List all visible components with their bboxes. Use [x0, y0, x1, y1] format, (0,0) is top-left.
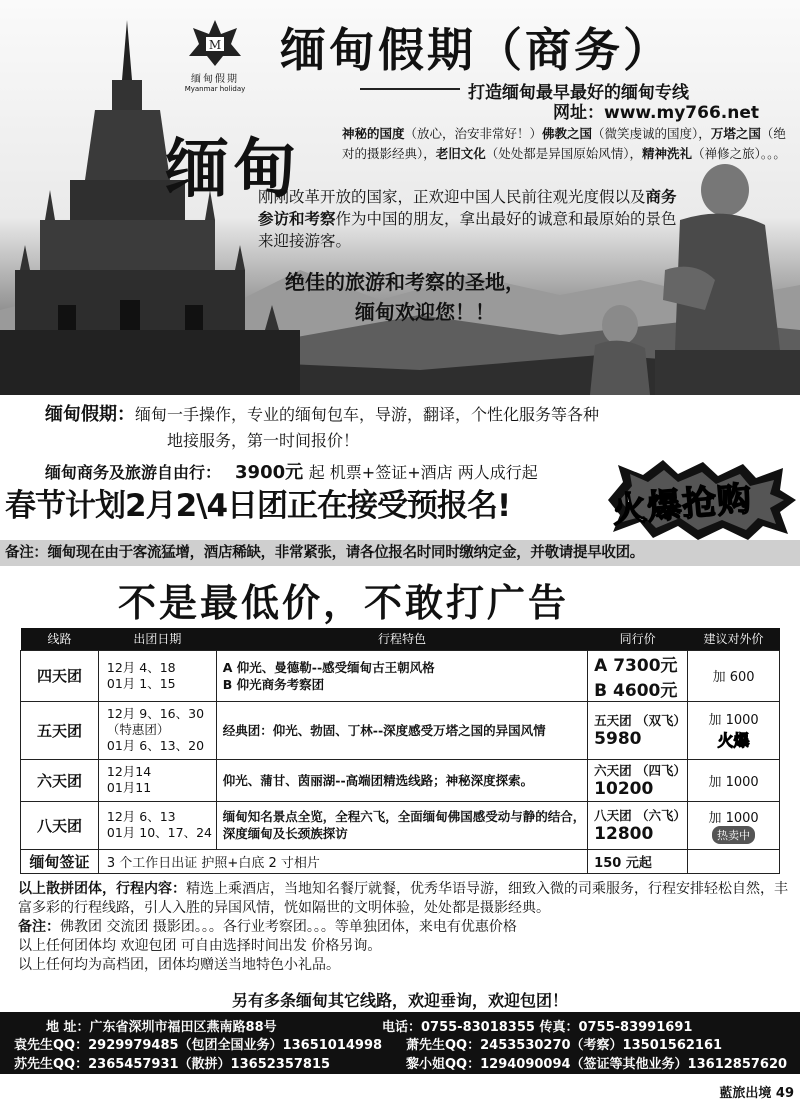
hot-sale-text: 火爆抢购: [610, 478, 754, 532]
route-name: 四天团: [21, 650, 99, 701]
contact-su: 苏先生QQ：2365457931（散拼）13652357815: [14, 1057, 331, 1072]
contact-yuan: 袁先生QQ：2929979485（包团全国业务）13651014998: [14, 1038, 383, 1053]
free-travel-price: 缅甸商务及旅游自由行： 3900元 起 机票+签证+酒店 两人成行起: [45, 462, 538, 483]
suggested-price: 加 1000 热卖中: [688, 801, 780, 849]
address-text: 地 址：广东省深圳市福田区燕南路88号: [46, 1020, 277, 1035]
terms-notes: 以上散拼团体，行程内容：精选上乘酒店，当地知名餐厅就餐，优秀华语导游，细致入微的司乘服务，行程安排轻松自然，丰富多彩的行程线路，引人入胜的异国风情，恍如隔世的文明体验，处处都是摄影经典。 备注：佛教团 交流团 摄影团。。。各行业考察团。。。等单独团体，来电有优惠价格 以上任何团体均 欢迎包团 可自由选择时间出发 价格另询。 以上任何均为高档团，团体均赠送当地特色小礼品。: [18, 881, 788, 973]
tour-price-table: [20, 628, 780, 874]
phone-fax-text: 电话：0755-83018355 传真：0755-83991691: [382, 1020, 693, 1035]
tagline-divider: [360, 88, 460, 90]
logo-english-name: Myanmar holiday: [184, 85, 246, 93]
departure-dates: 12月14 01月11: [98, 759, 216, 801]
col-peer-price: 同行价: [588, 628, 688, 650]
table-row: [21, 701, 780, 759]
contact-li: 黎小姐QQ：1294090094（签证等其他业务）13612857620: [406, 1057, 788, 1072]
visa-row: [21, 849, 780, 873]
col-date: 出团日期: [98, 628, 216, 650]
lotus-logo-icon: [187, 18, 243, 68]
slogan-banner: 不是最低价，不敢打广告: [118, 581, 570, 625]
suggested-price: 加 1000 火爆: [688, 701, 780, 759]
service-text-2: 地接服务，第一时间报价！: [167, 431, 360, 450]
hero-banner: [0, 0, 800, 395]
service-description: [45, 402, 785, 454]
service-label: 缅甸假期：: [45, 404, 135, 425]
visa-price: 150 元起: [588, 849, 688, 873]
table-header-row: [21, 628, 780, 650]
itinerary-feature: 缅甸知名景点全览，全程六飞，全面缅甸佛国感受动与静的结合，深度缅甸及长颈族探访: [216, 801, 587, 849]
route-name: 五天团: [21, 701, 99, 759]
col-feature: 行程特色: [216, 628, 587, 650]
table-row: [21, 759, 780, 801]
booking-note: 备注：缅甸现在由于客流猛增，酒店稀缺，非常紧张，请各位报名时同时缴纳定金，并敬请提早收团。: [0, 540, 800, 566]
table-row: [21, 801, 780, 849]
col-suggested-price: 建议对外价: [688, 628, 780, 650]
departure-dates: 12月 4、18 01月 1、15: [98, 650, 216, 701]
peer-price: 八天团 （六飞） 12800: [588, 801, 688, 849]
visa-suggested-empty: [688, 849, 780, 873]
brand-logo: [170, 18, 260, 108]
svg-text:M: M: [208, 38, 222, 52]
page-title: 缅甸假期（商务）: [280, 23, 672, 77]
visa-label: 缅甸签证: [21, 849, 99, 873]
route-name: 八天团: [21, 801, 99, 849]
suggested-price: 加 1000: [688, 759, 780, 801]
service-text-1: 缅甸一手操作，专业的缅甸包车，导游，翻译，个性化服务等各种: [135, 405, 600, 424]
departure-dates: 12月 6、13 01月 10、17、24: [98, 801, 216, 849]
table-row: [21, 650, 780, 701]
visa-description: 3 个工作日出证 护照+白底 2 寸相片: [98, 849, 587, 873]
intro-highlights: 神秘的国度（放心，治安非常好！）佛教之国（微笑虔诚的国度），万塔之国（绝对的摄影经典），老旧文化（处处都是异国原始风情），精神洗礼（禅修之旅）。。。: [342, 126, 786, 161]
spring-festival-headline: 春节计划2月2\4日团正在接受预报名!: [5, 488, 511, 524]
contact-bar: [0, 1012, 800, 1074]
itinerary-feature: 仰光、蒲甘、茵丽湖--高端团精选线路；神秘深度探索。: [216, 759, 587, 801]
more-routes-invitation: 另有多条缅甸其它线路，欢迎垂询，欢迎包团！: [231, 991, 568, 1010]
fire-hot-badge-icon: 火爆: [717, 731, 750, 750]
intro-description: 刚刚改革开放的国家，正欢迎中国人民前往观光度假以及商务参访和考察作为中国的朋友，拿出最好的诚意和最原始的景色来迎接游客。: [258, 188, 677, 250]
tagline: 打造缅甸最早最好的缅甸专线: [468, 83, 689, 103]
suggested-price: 加 600: [688, 650, 780, 701]
page-number: 藍旅出境 49: [719, 1086, 794, 1100]
peer-price: A 7300元 B 4600元: [588, 650, 688, 701]
departure-dates: 12月 9、16、30 （特惠团） 01月 6、13、20: [98, 701, 216, 759]
itinerary-feature: A 仰光、曼德勒--感受缅甸古王朝风格 B 仰光商务考察团: [216, 650, 587, 701]
contact-xiao: 萧先生QQ：2453530270（考察）13501562161: [406, 1038, 723, 1053]
itinerary-feature: 经典团：仰光、勃固、丁林--深度感受万塔之国的异国风情: [216, 701, 587, 759]
route-name: 六天团: [21, 759, 99, 801]
col-route: 线路: [21, 628, 99, 650]
logo-chinese-name: 缅甸假期: [191, 74, 239, 85]
hot-selling-badge-icon: 热卖中: [712, 826, 755, 844]
calligraphy-myanmar: 缅甸: [165, 132, 301, 207]
peer-price: 六天团 （四飞） 10200: [588, 759, 688, 801]
slogan-line-1: 绝佳的旅游和考察的圣地，: [285, 270, 525, 294]
website-link[interactable]: 网址：www.my766.net: [553, 103, 759, 123]
slogan-line-2: 缅甸欢迎您！！: [355, 300, 495, 324]
peer-price: 五天团 （双飞） 5980: [588, 701, 688, 759]
